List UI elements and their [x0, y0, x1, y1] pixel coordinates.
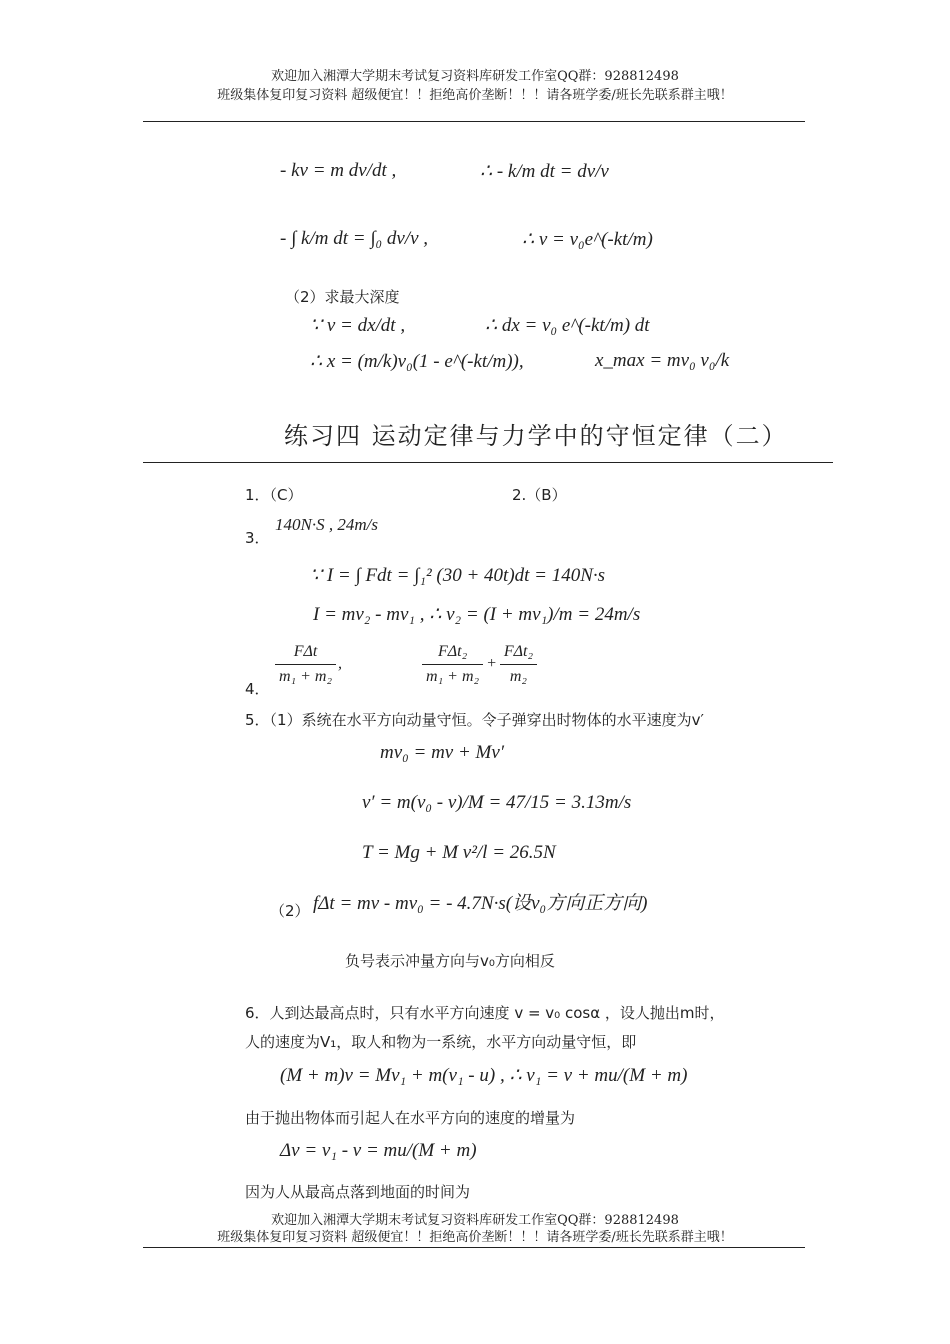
- header-rule: [143, 121, 805, 122]
- answer-q2: 2.（B）: [512, 486, 567, 504]
- footer-rule: [143, 1247, 805, 1248]
- section-title: 练习四 运动定律与力学中的守恒定律（二）: [284, 422, 788, 450]
- q6-intro-2: 人的速度为V₁，取人和物为一系统，水平方向动量守恒，即: [245, 1033, 637, 1051]
- header-line-2: 班级集体复印复习资料 超级便宜！！拒绝高价垄断！！！请各班学委/班长先联系群主哦！: [217, 88, 733, 103]
- q5-note: 负号表示冲量方向与v₀方向相反: [345, 952, 555, 970]
- q6-intro: 6．人到达最高点时，只有水平方向速度 v = v₀ cosα ，设人抛出m时，: [245, 1004, 725, 1022]
- q5-part2-equation: fΔt = mv - mv₀ = - 4.7N·s(设v₀方向正方向): [313, 893, 648, 914]
- q5-equation-2: v′ = m(v₀ - v)/M = 47/15 = 3.13m/s: [362, 792, 632, 813]
- prev-eq-row3-b: ∴ dx = v₀ e^(-kt/m) dt: [485, 315, 650, 336]
- part2-label: （2）求最大深度: [285, 288, 400, 306]
- q5-part2-label: （2）: [270, 902, 310, 920]
- q5-equation-3: T = Mg + M v²/l = 26.5N: [362, 842, 556, 863]
- prev-eq-row4-b: x_max = mv₀ v₀/k: [595, 350, 730, 371]
- q6-text-2: 由于抛出物体而引起人在水平方向的速度的增量为: [245, 1109, 576, 1127]
- q5-equation-1: mv₀ = mv + Mv′: [380, 742, 504, 763]
- footer-line-1: 欢迎加入湘潭大学期末考试复习资料库研发工作室QQ群：928812498: [271, 1213, 679, 1228]
- prev-eq-row1-a: - kv = m dv/dt ,: [280, 160, 397, 181]
- q6-equation-1: (M + m)v = Mv₁ + m(v₁ - u) , ∴ v₁ = v + mu/(M + m): [280, 1065, 688, 1086]
- q4-fraction-3: $\frac{\text{FΔt₂}}{\text{m₂}}$: [500, 640, 537, 689]
- answer-q4-number: 4．: [245, 680, 270, 698]
- prev-eq-row4-a: ∴ x = (m/k)v₀(1 - e^(-kt/m)),: [310, 351, 524, 372]
- answer-q4-expressions: $\frac{\text{FΔt}}{\text{m₁ + m₂}}$ , $\frac{\text{FΔt₂}}{\text{m₁ + m₂}}$ + $\frac{\text{FΔt₂}}{\text{m₂}}$: [275, 640, 537, 689]
- prev-eq-row2-b: ∴ v = v₀e^(-kt/m): [522, 229, 653, 250]
- q5-intro: 5．（1）系统在水平方向动量守恒。令子弹穿出时物体的水平速度为v′: [245, 711, 704, 729]
- prev-eq-row1-b: ∴ - k/m dt = dv/v: [480, 161, 609, 182]
- q6-equation-2: Δv = v₁ - v = mu/(M + m): [280, 1140, 477, 1161]
- footer-line-2: 班级集体复印复习资料 超级便宜！！拒绝高价垄断！！！请各班学委/班长先联系群主哦！: [217, 1230, 733, 1245]
- answer-q3-values: 140N·S , 24m/s: [275, 515, 378, 534]
- answer-q1: 1．（C）: [245, 486, 303, 504]
- prev-eq-row2-a: - ∫ k/m dt = ∫₀ dv/v ,: [280, 228, 429, 249]
- section-rule: [143, 462, 833, 463]
- answer-q3-number: 3．: [245, 529, 270, 547]
- header-line-1: 欢迎加入湘潭大学期末考试复习资料库研发工作室QQ群：928812498: [271, 69, 679, 84]
- q3-equation-2: I = mv₂ - mv₁ , ∴ v₂ = (I + mv₁)/m = 24m/s: [313, 604, 641, 625]
- q6-text-3: 因为人从最高点落到地面的时间为: [245, 1183, 471, 1201]
- q3-equation-1: ∵ I = ∫ Fdt = ∫₁² (30 + 40t)dt = 140N·s: [310, 565, 606, 586]
- q4-fraction-1: $\frac{\text{FΔt}}{\text{m₁ + m₂}}$: [275, 640, 336, 689]
- prev-eq-row3-a: ∵ v = dx/dt ,: [310, 315, 406, 336]
- q4-fraction-2: $\frac{\text{FΔt₂}}{\text{m₁ + m₂}}$: [422, 640, 483, 689]
